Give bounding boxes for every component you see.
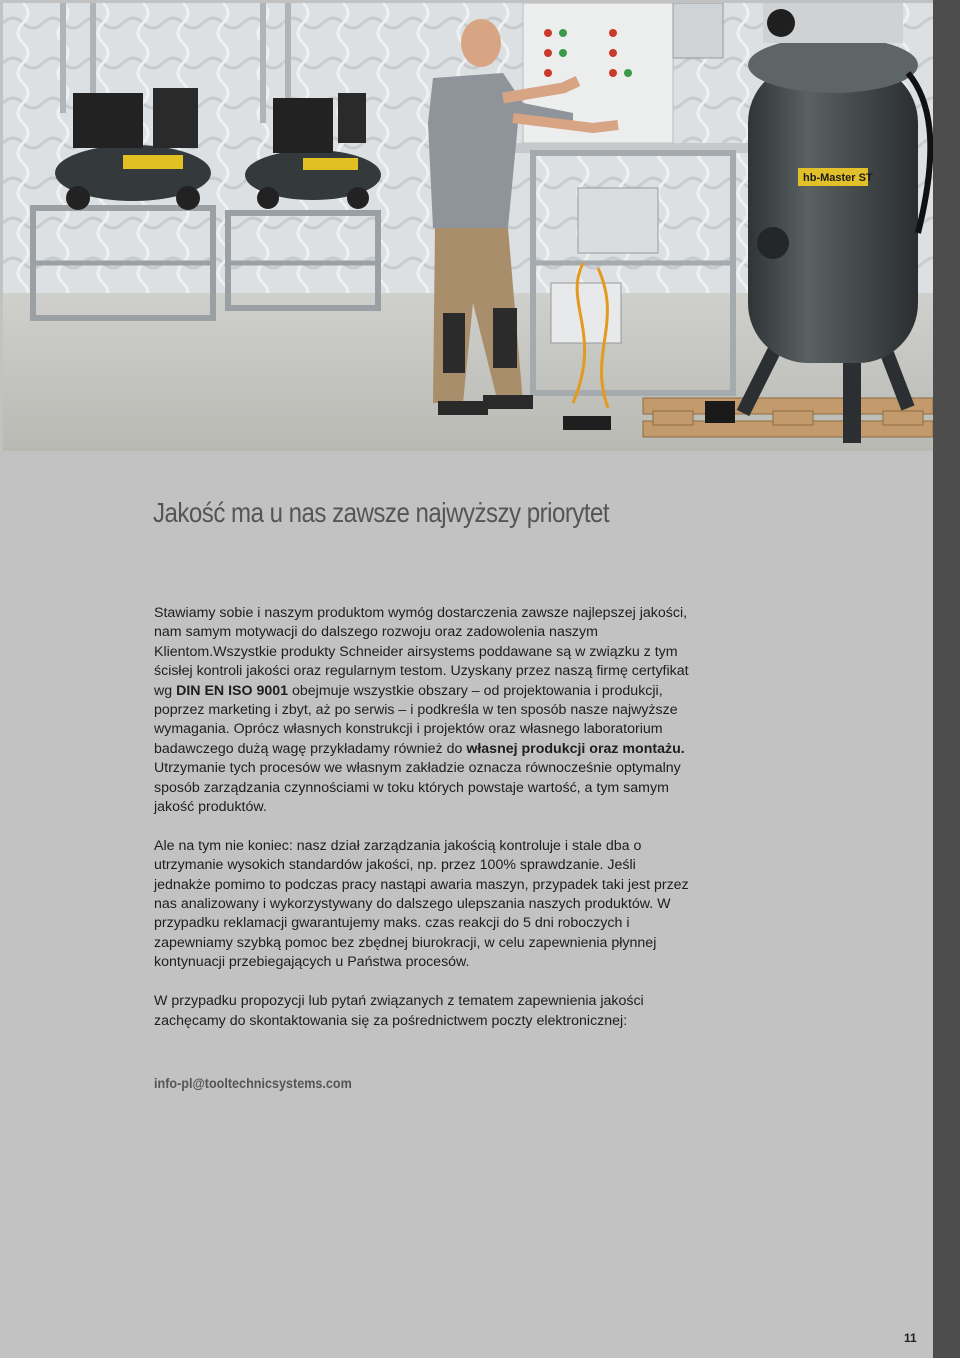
paragraph-text: obejmuje wszystkie obszary – od projektowania i produkcji, poprzez marketing i zbyt, aż po serwis – i podkreśla w ten sposób nasze najwyższe wymagania. Oprócz własnych konstrukcji i projektów oraz własnego laboratorium badawczego dużą wagę przykładamy również do: [154, 682, 678, 757]
iso-certificate-text: DIN EN ISO 9001: [176, 682, 289, 699]
body-text: [154, 604, 694, 1050]
tank-label: hb-Master ST: [803, 172, 873, 184]
page-title: Jakość ma u nas zawsze najwyższy priorytet: [153, 497, 610, 528]
paragraph-quality-intro: [154, 604, 694, 817]
paragraph-contact: W przypadku propozycji lub pytań związanych z tematem zapewnienia jakości zachęcamy do skontaktowania się za pośrednictwem poczty elektronicznej:: [154, 993, 644, 1029]
paragraph-text: Stawiamy sobie i naszym produktom wymóg dostarczenia zawsze najlepszej jakości, nam samym motywacji do dalszego rozwoju oraz zadowolenia naszym Klientom.Wszystkie produkty Schneider airsystems poddawane są w związku z tym ścisłej kontroli jakości oraz regularnym testom. Uzyskany przez naszą firmę certyfikat wg: [154, 605, 689, 699]
factory-photo: [3, 3, 933, 451]
side-stripe: [933, 0, 960, 1358]
paragraph-text: Utrzymanie tych procesów we własnym zakładzie oznacza równocześnie optymalny sposób zarządzania czynnościami w toku których powstaje wartość, a tym samym jakość produktów.: [154, 760, 681, 816]
factory-photo-icon: [3, 3, 933, 451]
own-production-text: własnej produkcji oraz montażu.: [466, 740, 685, 757]
contact-email[interactable]: info-pl@tooltechnicsystems.com: [154, 1075, 352, 1091]
page-number: 11: [904, 1331, 917, 1345]
paragraph-quality-management: Ale na tym nie koniec: nasz dział zarządzania jakością kontroluje i stale dba o utrzymanie wysokich standardów jakości, np. przez 100% sprawdzanie. Jeśli jednakże pomimo to podczas pracy nastąpi awaria maszyn, przypadek taki jest przez nas analizowany i wykorzystywany do dalszego ulepszania naszych produktów. W przypadku reklamacji gwarantujemy maks. czas reakcji do 5 dni roboczych i zapewniamy szybką pomoc bez zbędnej biurokracji, w celu zapewnienia płynnej kontynuacji przebiegających u Państwa procesów.: [154, 837, 689, 971]
